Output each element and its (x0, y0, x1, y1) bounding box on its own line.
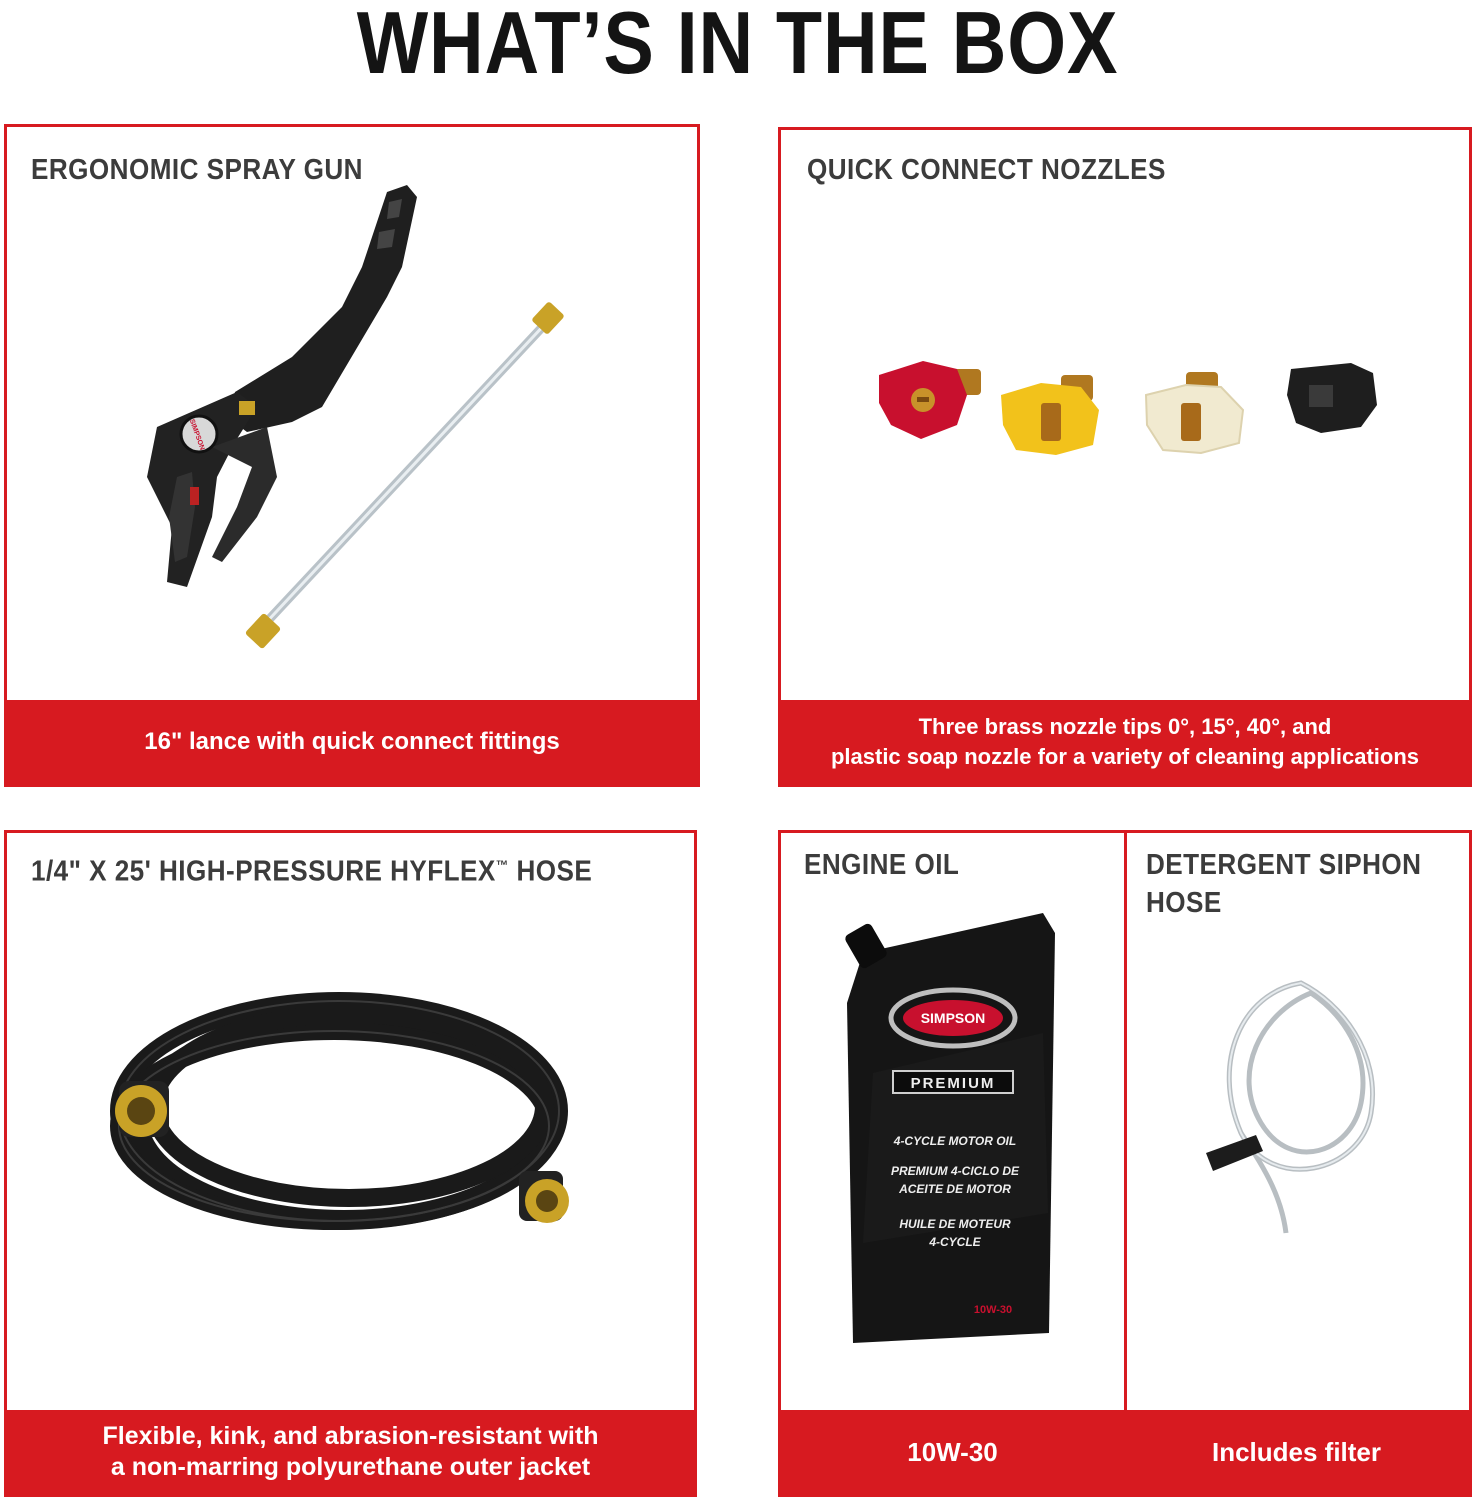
oil-pouch-icon (843, 913, 1063, 1353)
oil-brand-text: SIMPSON (920, 1010, 986, 1026)
engine-oil-label: ENGINE OIL (804, 849, 960, 881)
spray-gun-caption: 16" lance with quick connect fittings (144, 728, 560, 755)
nozzles-caption-line-2: plastic soap nozzle for a variety of cleaning applications (830, 744, 1420, 769)
siphon-hose-caption: Includes filter (1211, 1436, 1382, 1467)
nozzles-image (871, 355, 1401, 475)
hose-label-prefix: 1/4" X 25' HIGH-PRESSURE HYFLEX (31, 855, 496, 888)
oil-grade-text: 10W-30 (973, 1304, 1013, 1316)
oil-premium-text: PREMIUM (910, 1075, 996, 1092)
hose-image (99, 961, 589, 1261)
oil-line-5: 4-CYCLE (929, 1235, 981, 1249)
oil-line-2: PREMIUM 4-CICLO DE (890, 1164, 1020, 1178)
siphon-hose-icon (1201, 973, 1401, 1243)
page-title: WHAT’S IN THE BOX (356, 0, 1119, 92)
siphon-hose-label (1146, 846, 1421, 922)
hose-label (31, 846, 592, 891)
nozzle-tips-icon (871, 355, 1401, 475)
oil-line-1: 4-CYCLE MOTOR OIL (893, 1134, 1017, 1148)
nozzles-label: QUICK CONNECT NOZZLES (807, 154, 1166, 186)
hose-panel (4, 830, 697, 1497)
siphon-label-line-2: HOSE (1146, 887, 1222, 919)
spray-gun-caption-bar (7, 700, 697, 784)
spray-gun-image (117, 177, 587, 657)
nozzles-panel (778, 127, 1472, 787)
oil-siphon-caption-bar (781, 1410, 1469, 1494)
spray-gun-panel (4, 124, 700, 787)
nozzles-caption-bar (781, 700, 1469, 784)
oil-line-3: ACEITE DE MOTOR (899, 1182, 1011, 1196)
panel-divider (1124, 833, 1127, 1494)
oil-siphon-panel (778, 830, 1472, 1497)
hose-caption-bar (7, 1410, 694, 1494)
oil-line-4: HUILE DE MOTEUR (899, 1217, 1011, 1231)
oil-pouch-image (843, 913, 1063, 1353)
coiled-hose-icon (99, 961, 589, 1261)
engine-oil-caption: 10W-30 (907, 1436, 998, 1467)
spray-gun-icon (117, 177, 587, 657)
trademark-symbol: ™ (495, 857, 509, 873)
siphon-label-line-1: DETERGENT SIPHON (1146, 849, 1422, 881)
nozzles-caption-line-1: Three brass nozzle tips 0°, 15°, 40°, and (918, 714, 1332, 739)
hose-caption-line-1: Flexible, kink, and abrasion-resistant with (102, 1422, 599, 1450)
gun-brand-text: SIMPSON (187, 418, 206, 452)
hose-caption-line-2: a non-marring polyurethane outer jacket (110, 1453, 591, 1481)
spray-gun-label: ERGONOMIC SPRAY GUN (31, 154, 363, 186)
siphon-hose-image (1201, 973, 1401, 1243)
hose-label-suffix: HOSE (508, 855, 593, 888)
